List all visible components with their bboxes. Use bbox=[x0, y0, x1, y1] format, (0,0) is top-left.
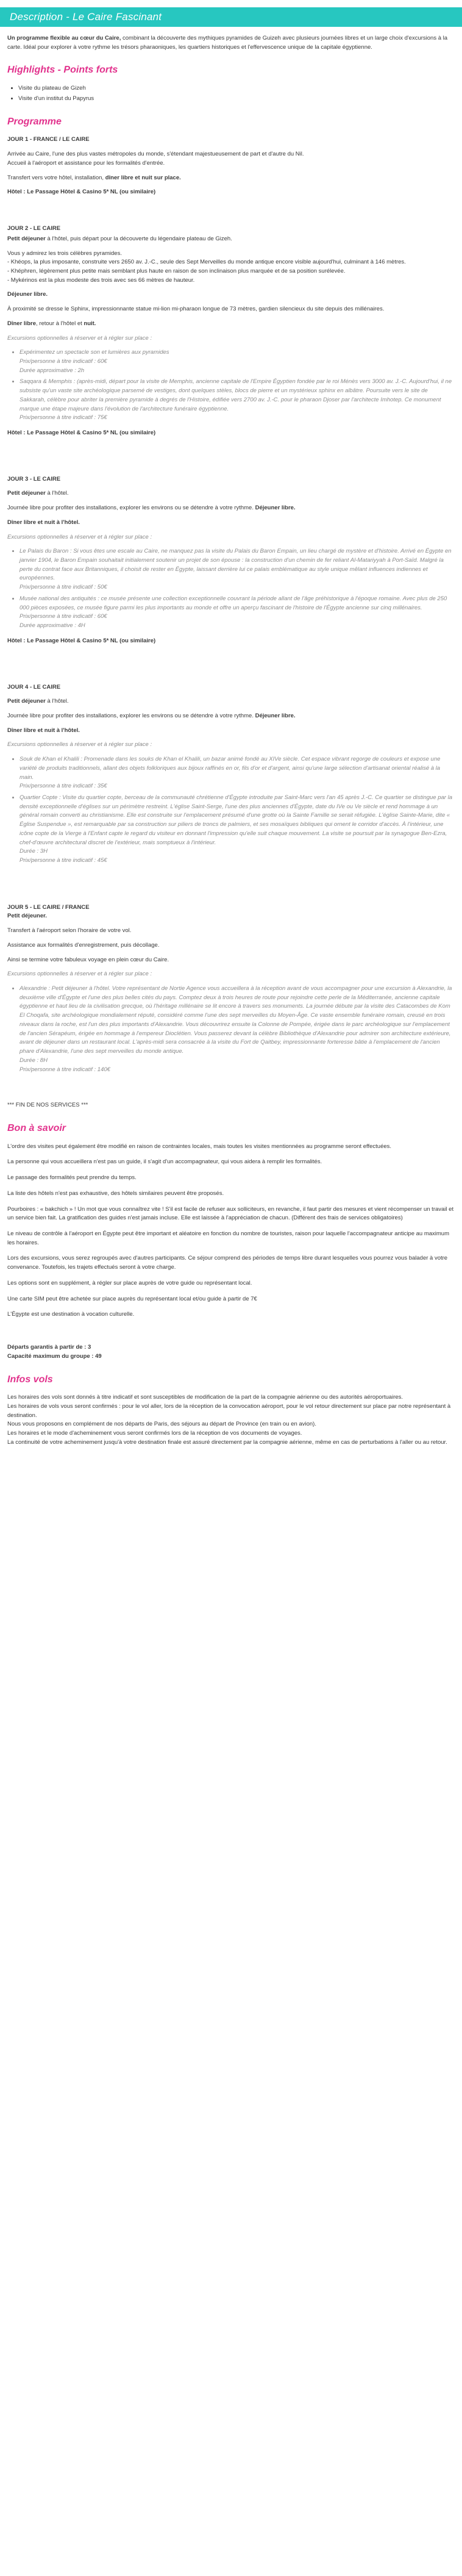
excursion-item bbox=[20, 985, 455, 1074]
day-text-bold: Déjeuner libre. bbox=[255, 504, 296, 512]
excursions-label: Excursions optionnelles à réserver et à régler sur place : bbox=[7, 970, 152, 978]
info-paragraph: Les options sont en supplément, à régler sur place auprès de votre guide ou représentant local. bbox=[7, 1279, 252, 1286]
vols-line: Les horaires et le mode d'acheminement vous seront confirmés lors de la réception de vos documents de voyages. bbox=[7, 1430, 302, 1437]
day-title: JOUR 2 - LE CAIRE bbox=[7, 225, 61, 232]
lunch-line: Déjeuner libre. bbox=[7, 291, 48, 298]
info-paragraph: Le niveau de contrôle à l'aéroport en Égypte peut être important et aléatoire en fonction du nombre de touristes, raison pour laquelle l'accompagnateur anticipe au maximum les horaires. bbox=[7, 1230, 450, 1246]
group-capacity: Capacité maximum du groupe : 49 bbox=[7, 1352, 102, 1360]
day-title: JOUR 4 - LE CAIRE bbox=[7, 683, 61, 691]
programme-heading: Programme bbox=[7, 116, 62, 127]
day-paragraph bbox=[7, 150, 455, 168]
day-text: Vous y admirez les trois célèbres pyramides. bbox=[7, 249, 122, 257]
excursion-duration: Durée : 3H bbox=[20, 848, 48, 855]
day-title: JOUR 3 - LE CAIRE bbox=[7, 475, 61, 483]
excursion-duration: Durée approximative : 2h bbox=[20, 367, 85, 374]
day-text-bold: Petit déjeuner bbox=[7, 490, 46, 497]
day-paragraph bbox=[7, 504, 455, 513]
bon-a-savoir-heading: Bon à savoir bbox=[7, 1122, 66, 1133]
vols-line: Nous vous proposons en complément de nos départs de Paris, des séjours au départ de Province (en train ou en avion). bbox=[7, 1421, 316, 1428]
content bbox=[0, 27, 462, 1460]
hotel-line: Hôtel : Le Passage Hôtel & Casino 5* NL (ou similaire) bbox=[7, 188, 156, 196]
excursion-price: Prix/personne à titre indicatif : 60€ bbox=[20, 357, 107, 365]
hotel-line: Hôtel : Le Passage Hôtel & Casino 5* NL (ou similaire) bbox=[7, 637, 156, 644]
day-paragraph bbox=[7, 489, 455, 498]
departures-info bbox=[7, 1343, 455, 1361]
day-text: à l'hôtel, puis départ pour la découverte du légendaire plateau de Gizeh. bbox=[45, 235, 232, 242]
day-text: Journée libre pour profiter des installations, explorer les environs ou se détendre à votre rythme. bbox=[7, 712, 255, 719]
day-text-bold: dîner libre et nuit sur place. bbox=[105, 174, 181, 181]
info-paragraph: Pourboires : « bakchich » ! Un mot que vous connaîtrez vite ! S'il est facile de refuser aux solliciteurs, en revanche, il faut partir des mesures et vient récompenser un travail et un service bien fait. La gratification des guides n'est jamais incluse. Elle est laissée à l'appréciation de chacun. (Différent des frais de services obligatoires) bbox=[7, 1205, 454, 1222]
excursions-label: Excursions optionnelles à réserver et à régler sur place : bbox=[7, 533, 152, 540]
excursions-list bbox=[7, 348, 455, 423]
excursions-list bbox=[7, 547, 455, 630]
hotel-line: Hôtel : Le Passage Hôtel & Casino 5* NL (ou similaire) bbox=[7, 429, 156, 436]
excursion-text: Alexandrie : Petit déjeuner à l'hôtel. Votre représentant de Nortie Agence vous accueillera à la réception avant de vous accompagner pour une excursion à Alexandrie, la deuxième ville d'Égypte et l'une des plus belles cités du pays. Comptez deux à trois heures de route pour rejoindre cette perle de la Méditerranée, ancienne capitale égyptienne et haut lieu de la civilisation grecque, où l'héritage millénaire se lit encore à travers ses monuments. La journée débute par la visite des Catacombes de Kom El Choqafa, site archéologique mondialement réputé, considéré comme l'une des sept merveilles du Moyen-Âge. Ce vaste ensemble funéraire romain, creusé en trois niveaux dans la roche, est l'un des plus importants d'Alexandrie. Vous découvrirez ensuite la Colonne de Pompée, érigée dans le parc archéologique sur l'emplacement de l'ancien Sérapéum, érigée en hommage à l'empereur Dioclétien. Vous passerez devant la célèbre Bibliothèque d'Alexandrie pour admirer son architecture extérieure, avant de déjeuner dans un restaurant local. L'après-midi sera consacrée à la visite du Fort de Qaitbey, impressionnante forteresse bâtie à l'emplacement de l'ancien phare d'Alexandrie, l'une des sept merveilles du monde antique. bbox=[20, 985, 452, 1055]
info-paragraph: Le passage des formalités peut prendre du temps. bbox=[7, 1174, 137, 1182]
day-text-bold: Petit déjeuner bbox=[7, 698, 46, 705]
excursions-label: Excursions optionnelles à réserver et à régler sur place : bbox=[7, 334, 152, 342]
day-text-bold: Déjeuner libre. bbox=[255, 712, 296, 719]
page-title: Description - Le Caire Fascinant bbox=[10, 10, 162, 23]
excursions-list bbox=[7, 985, 455, 1074]
excursion-text: Quartier Copte : Visite du quartier copte, berceau de la communauté chrétienne d'Égypte introduite par Saint-Marc vers l'an 45 après J.-C. Ce quartier se distingue par la densité exceptionnelle d'églises sur un périmètre restreint. L'église Saint-Serge, l'une des plus anciennes d'Égypte, date du IVe ou Ve siècle et rend hommage à un général romain converti au christianisme. Elle est construite sur l'emplacement présumé d'une grotte où la Sainte Famille se serait réfugiée. L'église Sainte-Marie, dite « Église Suspendue », est remarquable par sa construction sur piliers de troncs de palmiers, et ses mosaïques bibliques qui ornent le corridor d'accès. À l'intérieur, une icône copte de la Vierge à l'Enfant capte le regard du visiteur en donnant l'impression qu'elle suit chaque mouvement. La visite se poursuit par la synagogue Ben-Ezra, chef-d'œuvre architectural discret de l'extérieur, mais somptueux à l'intérieur. bbox=[20, 794, 452, 846]
day-text: Transfert vers votre hôtel, installation, bbox=[7, 174, 105, 181]
excursion-price: Prix/personne à titre indicatif : 140€ bbox=[20, 1066, 110, 1073]
excursion-price: Prix/personne à titre indicatif : 60€ bbox=[20, 613, 107, 620]
day-paragraph: Transfert à l'aéroport selon l'horaire de votre vol. bbox=[7, 927, 132, 935]
departures-min: Départs garantis à partir de : 3 bbox=[7, 1344, 91, 1351]
day-text: Arrivée au Caire, l'une des plus vastes métropoles du monde, s'étendant majestueusement de part et d'autre du Nil. bbox=[7, 151, 304, 158]
day-text-bold: nuit. bbox=[84, 320, 96, 327]
day-title: JOUR 1 - FRANCE / LE CAIRE bbox=[7, 136, 90, 143]
info-paragraph: Une carte SIM peut être achetée sur place auprès du représentant local et/ou guide à partir de 7€ bbox=[7, 1295, 257, 1302]
excursion-price: Prix/personne à titre indicatif : 75€ bbox=[20, 414, 107, 422]
day-title: JOUR 5 - LE CAIRE / FRANCE bbox=[7, 903, 90, 911]
info-paragraph: L'Égypte est une destination à vocation culturelle. bbox=[7, 1311, 135, 1318]
day-text: Journée libre pour profiter des installations, explorer les environs ou se détendre à votre rythme. bbox=[7, 504, 255, 512]
dinner-line bbox=[7, 320, 455, 329]
excursions-list bbox=[7, 755, 455, 866]
info-paragraph: Lors des excursions, vous serez regroupés avec d'autres participants. Ce séjour comprend des périodes de temps libre durant lesquelles vous pourrez vous balader à votre convenance. Toutefois, les trajets effectués seront à votre charge. bbox=[7, 1255, 448, 1271]
highlight-item: • Visite d'un institut du Papyrus bbox=[18, 95, 455, 104]
highlights-heading: Highlights - Points forts bbox=[7, 65, 118, 76]
intro-text: combinant la découverte des mythiques pyramides de Guizeh avec plusieurs journées libres et un large choix d'excursions à la carte. Idéal pour explorer à votre rythme les trésors pharaoniques, les quartiers historiques et l'effervescence unique de la capitale égyptienne. bbox=[7, 35, 448, 51]
day-paragraph bbox=[7, 249, 455, 285]
highlights-list bbox=[7, 84, 455, 103]
excursion-duration: Durée : 8H bbox=[20, 1057, 48, 1064]
day-text: - Mykérinos est la plus modeste des trois avec ses 66 mètres de hauteur. bbox=[7, 276, 195, 284]
excursion-item bbox=[20, 755, 455, 791]
info-paragraph: La liste des hôtels n'est pas exhaustive, des hôtels similaires peuvent être proposés. bbox=[7, 1189, 224, 1197]
day-paragraph bbox=[7, 174, 455, 183]
day-text: Accueil à l'aéroport et assistance pour les formalités d'entrée. bbox=[7, 159, 165, 167]
vols-line: La continuité de votre acheminement jusqu'à votre destination finale est assuré directement par la compagnie aérienne, même en cas de perturbations à l'aller ou au retour. bbox=[7, 1438, 447, 1446]
excursion-text: Expérimentez un spectacle son et lumières aux pyramides bbox=[20, 349, 169, 356]
excursion-item bbox=[20, 595, 455, 631]
highlight-item: • Visite du plateau de Gizeh bbox=[18, 84, 455, 93]
excursion-text: Saqqara & Memphis : (après-midi, départ pour la visite de Memphis, ancienne capitale de l'Empire Égyptien fondée par le roi Ménès vers 3000 av. J.-C. Aujourd'hui, il ne subsiste qu'un vaste site archéologique parsemé de vestiges, dont quelques stèles, blocs de pierre et un mystérieux sphinx en albâtre. Poursuite vers le site de Sakkarah, célèbre pour abriter la première pyramide à degrés de l'Histoire, édifiée vers 2700 av. J.-C. pour le pharaon Djoser par l'architecte Imhotep. Ce monument marque une étape majeure dans l'évolution de l'architecture funéraire égyptienne. bbox=[20, 378, 452, 412]
excursion-text: Le Palais du Baron : Si vous êtes une escale au Caire, ne manquez pas la visite du Palais du Baron Empain, un lieu chargé de mystère et d'histoire. Arrivé en Égypte en janvier 1904, le Baron Empain souhaitait initialement soutenir un projet de son épouse : la construction d'un chemin de fer reliant Al-Matariyyah à Port-Saïd. Malgré la perte du contrat face aux Britanniques, il choisit de rester en Égypte, laissant derrière lui ce palais emblématique au style unique mêlant influences indiennes et européennes. bbox=[20, 548, 452, 582]
day-text: à l'hôtel. bbox=[45, 490, 69, 497]
excursion-price: Prix/personne à titre indicatif : 50€ bbox=[20, 584, 107, 591]
day-paragraph: Ainsi se termine votre fabuleux voyage en plein cœur du Caire. bbox=[7, 956, 169, 963]
excursion-item bbox=[20, 348, 455, 375]
vols-line: Les horaires des vols sont donnés à titre indicatif et sont susceptibles de modification de la part de la compagnie aérienne ou des autorités aéroportuaires. bbox=[7, 1394, 403, 1401]
bon-a-savoir-section bbox=[7, 1121, 455, 1319]
day-text: à l'hôtel. bbox=[45, 698, 69, 705]
dinner-line: Dîner libre et nuit à l'hôtel. bbox=[7, 518, 80, 526]
day-text: - Khéphren, légèrement plus petite mais semblant plus haute en raison de son inclinaison plus marquée et de sa position surélevée. bbox=[7, 267, 346, 274]
day-paragraph: Petit déjeuner. bbox=[7, 913, 47, 920]
excursion-text: Musée national des antiquités : ce musée présente une collection exceptionnelle couvrant la période allant de l'âge préhistorique à l'époque romaine. Avec plus de 250 000 pièces exposées, ce musée figure parmi les plus importants au monde et offre un aperçu fascinant de l'histoire de l'Égypte ancienne sur cinq millénaires. bbox=[20, 595, 447, 611]
excursions-label: Excursions optionnelles à réserver et à régler sur place : bbox=[7, 741, 152, 748]
title-banner bbox=[0, 7, 462, 27]
dinner-line: Dîner libre et nuit à l'hôtel. bbox=[7, 727, 80, 734]
intro-paragraph bbox=[7, 34, 455, 52]
excursion-price: Prix/personne à titre indicatif : 35€ bbox=[20, 783, 107, 790]
excursion-duration: Durée approximative : 4H bbox=[20, 622, 85, 630]
intro-bold: Un programme flexible au cœur du Caire, bbox=[7, 35, 121, 41]
day-text-bold: Dîner libre bbox=[7, 320, 36, 327]
infos-vols-heading: Infos vols bbox=[7, 1374, 53, 1385]
day-paragraph: À proximité se dresse le Sphinx, impressionnante statue mi-lion mi-pharaon longue de 73 mètres, gardien silencieux du site depuis des millénaires. bbox=[7, 306, 385, 313]
info-paragraph: L'ordre des visites peut également être modifié en raison de contraintes locales, mais toutes les visites mentionnées au programme seront effectuées. bbox=[7, 1143, 392, 1150]
day-text: , retour à l'hôtel et bbox=[36, 320, 84, 327]
excursion-price: Prix/personne à titre indicatif : 45€ bbox=[20, 857, 107, 864]
excursion-item bbox=[20, 547, 455, 592]
day-paragraph bbox=[7, 235, 455, 244]
info-paragraph: La personne qui vous accueillera n'est pas un guide, il s'agit d'un accompagnateur, qui vous aidera à remplir les formalités. bbox=[7, 1158, 322, 1166]
vols-line: Les horaires de vols vous seront confirmés : pour le vol aller, lors de la réception de la convocation aéroport, pour le vol retour directement sur place par notre représentant à destination. bbox=[7, 1403, 451, 1419]
services-end: *** FIN DE NOS SERVICES *** bbox=[7, 1102, 88, 1109]
day-text-bold: Petit déjeuner bbox=[7, 235, 46, 242]
excursion-text: Souk de Khan el Khalili : Promenade dans les souks de Khan el Khalili, un bazar animé fondé au XIVe siècle. Cet espace vibrant regorge de couleurs et expose une variété de produits traditionnels, allant des objets folkloriques aux bijoux raffinés en or, fils d'or et d'argent, ainsi qu'une large sélection d'artisanat oriental réalisé à la main. bbox=[20, 756, 441, 781]
day-paragraph bbox=[7, 697, 455, 706]
excursion-item bbox=[20, 378, 455, 423]
day-paragraph: Assistance aux formalités d'enregistrement, puis décollage. bbox=[7, 941, 160, 949]
infos-vols-section bbox=[7, 1372, 455, 1448]
day-paragraph bbox=[7, 712, 455, 721]
day-text: - Khéops, la plus imposante, construite vers 2650 av. J.-C., seule des Sept Merveilles du monde antique encore visible aujourd'hui, culminant à 146 mètres. bbox=[7, 259, 406, 266]
excursion-item bbox=[20, 794, 455, 866]
